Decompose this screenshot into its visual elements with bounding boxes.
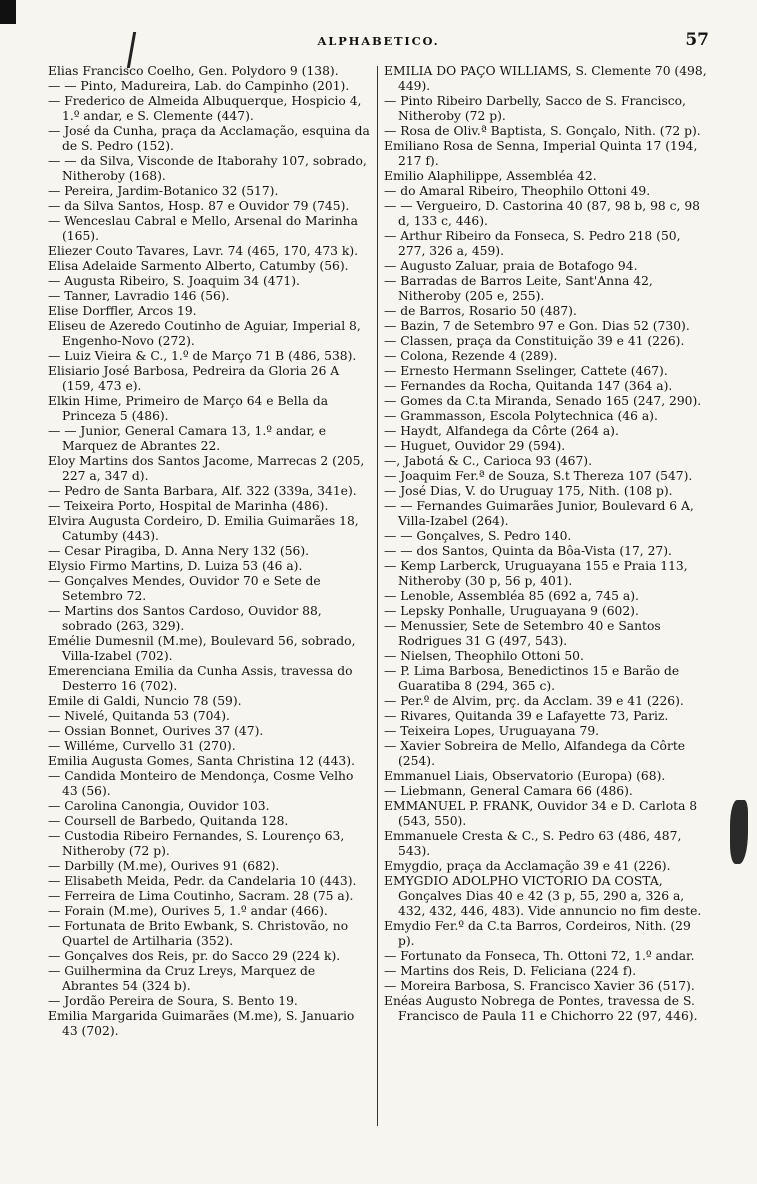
directory-entry: — Willéme, Curvello 31 (270). <box>48 739 236 753</box>
directory-entry: — Arthur Ribeiro da Fonseca, S. Pedro 218 (50, 277, 326 a, 459). <box>384 229 681 258</box>
directory-entry: Elias Francisco Coelho, Gen. Polydoro 9 (138). <box>48 64 339 78</box>
directory-entry: — Gonçalves dos Reis, pr. do Sacco 29 (224 k). <box>48 949 341 963</box>
directory-entry: Emmanuele Cresta & C., S. Pedro 63 (486, 487, 543). <box>384 829 682 858</box>
directory-entry: Emile di Galdi, Nuncio 78 (59). <box>48 694 242 708</box>
directory-entry: — Xavier Sobreira de Mello, Alfandega da Côrte (254). <box>384 739 686 768</box>
directory-entry: — Teixeira Porto, Hospital de Marinha (486). <box>48 499 329 513</box>
directory-entry: — Custodia Ribeiro Fernandes, S. Lourenço 63, Nitheroby (72 p). <box>48 829 345 858</box>
directory-entry: — Carolina Canongia, Ouvidor 103. <box>48 799 270 813</box>
directory-entry: — — Gonçalves, S. Pedro 140. <box>384 529 572 543</box>
directory-entry: — Barradas de Barros Leite, Sant'Anna 42, Nitheroby (205 e, 255). <box>384 274 653 303</box>
directory-entry: — Elisabeth Meida, Pedr. da Candelaria 10 (443). <box>48 874 357 888</box>
paper-stain <box>730 800 748 864</box>
directory-entry: EMILIA DO PAÇO WILLIAMS, S. Clemente 70 (498, 449). <box>384 64 707 93</box>
directory-entry: Emilia Augusta Gomes, Santa Christina 12 (443). <box>48 754 355 768</box>
directory-entry: Emilio Alaphilippe, Assembléa 42. <box>384 169 597 183</box>
directory-entry: — Darbilly (M.me), Ourives 91 (682). <box>48 859 280 873</box>
directory-entry: — Augusta Ribeiro, S. Joaquim 34 (471). <box>48 274 300 288</box>
directory-entry: — Joaquim Fer.ª de Souza, S.t Thereza 107 (547). <box>384 469 693 483</box>
directory-entry: — Kemp Larberck, Uruguayana 155 e Praia 113, Nitheroby (30 p, 56 p, 401). <box>384 559 688 588</box>
directory-entry: — Gonçalves Mendes, Ouvidor 70 e Sete de Setembro 72. <box>48 574 321 603</box>
directory-entry: Enéas Augusto Nobrega de Pontes, travessa de S. Francisco de Paula 11 e Chichorro 22 (97, 446). <box>384 994 698 1023</box>
directory-entry: — Candida Monteiro de Mendonça, Cosme Velho 43 (56). <box>48 769 354 798</box>
directory-entry: Emélie Dumesnil (M.me), Boulevard 56, sobrado, Villa-Izabel (702). <box>48 634 356 663</box>
directory-entry: — José da Cunha, praça da Acclamação, esquina da de S. Pedro (152). <box>48 124 370 153</box>
directory-entry: — — dos Santos, Quinta da Bôa-Vista (17, 27). <box>384 544 672 558</box>
directory-entry: EMMANUEL P. FRANK, Ouvidor 34 e D. Carlota 8 (543, 550). <box>384 799 698 828</box>
column-divider <box>377 66 378 1126</box>
directory-entry: — P. Lima Barbosa, Benedictinos 15 e Barão de Guaratiba 8 (294, 365 c). <box>384 664 680 693</box>
directory-entry: — Ferreira de Lima Coutinho, Sacram. 28 (75 a). <box>48 889 354 903</box>
directory-entry: — Lenoble, Assembléa 85 (692 a, 745 a). <box>384 589 639 603</box>
directory-entry: — Moreira Barbosa, S. Francisco Xavier 36 (517). <box>384 979 695 993</box>
directory-entry: — Frederico de Almeida Albuquerque, Hospicio 4, 1.º andar, e S. Clemente (447). <box>48 94 362 123</box>
directory-entry: Eloy Martins dos Santos Jacome, Marrecas 2 (205, 227 a, 347 d). <box>48 454 365 483</box>
directory-entry: — Gomes da C.ta Miranda, Senado 165 (247, 290). <box>384 394 702 408</box>
directory-entry: — Ernesto Hermann Sselinger, Cattete (467). <box>384 364 668 378</box>
directory-entry: — Rosa de Oliv.ª Baptista, S. Gonçalo, Nith. (72 p). <box>384 124 701 138</box>
directory-entry: — Rivares, Quitanda 39 e Lafayette 73, Pariz. <box>384 709 669 723</box>
directory-entry: — Tanner, Lavradio 146 (56). <box>48 289 230 303</box>
directory-entry: — — Junior, General Camara 13, 1.º andar, e Marquez de Abrantes 22. <box>48 424 327 453</box>
directory-entry: — Lepsky Ponhalle, Uruguayana 9 (602). <box>384 604 639 618</box>
directory-entry: Elkin Hime, Primeiro de Março 64 e Bella da Princeza 5 (486). <box>48 394 329 423</box>
directory-entry: — Colona, Rezende 4 (289). <box>384 349 558 363</box>
page-header <box>0 30 757 54</box>
directory-entry: Emygdio, praça da Acclamação 39 e 41 (226). <box>384 859 671 873</box>
directory-entry: Eliezer Couto Tavares, Lavr. 74 (465, 170, 473 k). <box>48 244 359 258</box>
directory-entry: — José Dias, V. do Uruguay 175, Nith. (108 p). <box>384 484 673 498</box>
directory-entry: — — Vergueiro, D. Castorina 40 (87, 98 b, 98 c, 98 d, 133 c, 446). <box>384 199 700 228</box>
directory-entry: Emerenciana Emilia da Cunha Assis, travessa do Desterro 16 (702). <box>48 664 353 693</box>
directory-entry: — Pedro de Santa Barbara, Alf. 322 (339a, 341e). <box>48 484 357 498</box>
directory-entry: — — da Silva, Visconde de Itaborahy 107, sobrado, Nitheroby (168). <box>48 154 367 183</box>
right-column <box>384 64 708 1024</box>
directory-entry: — Classen, praça da Constituição 39 e 41 (226). <box>384 334 685 348</box>
directory-entry: — Haydt, Alfandega da Côrte (264 a). <box>384 424 619 438</box>
directory-entry: — Fernandes da Rocha, Quitanda 147 (364 a). <box>384 379 673 393</box>
directory-entry: — de Barros, Rosario 50 (487). <box>384 304 577 318</box>
directory-entry: — da Silva Santos, Hosp. 87 e Ouvidor 79 (745). <box>48 199 350 213</box>
directory-entry: — Huguet, Ouvidor 29 (594). <box>384 439 566 453</box>
left-column <box>48 64 372 1039</box>
directory-entry: — Forain (M.me), Ourives 5, 1.º andar (466). <box>48 904 328 918</box>
directory-entry: EMYGDIO ADOLPHO VICTORIO DA COSTA, Gonçalves Dias 40 e 42 (3 p, 55, 290 a, 326 a, 432, 432, 446, 483). Vide annuncio no fim deste. <box>384 874 702 918</box>
directory-entry: Emmanuel Liais, Observatorio (Europa) (68). <box>384 769 666 783</box>
directory-entry: — do Amaral Ribeiro, Theophilo Ottoni 49. <box>384 184 651 198</box>
directory-entry: Elise Dorffler, Arcos 19. <box>48 304 197 318</box>
registration-mark <box>0 0 16 24</box>
directory-entry: Emiliano Rosa de Senna, Imperial Quinta 17 (194, 217 f). <box>384 139 698 168</box>
directory-entry: —, Jabotá & C., Carioca 93 (467). <box>384 454 592 468</box>
directory-entry: — — Fernandes Guimarães Junior, Boulevard 6 A, Villa-Izabel (264). <box>384 499 694 528</box>
directory-entry: — Nivelé, Quitanda 53 (704). <box>48 709 230 723</box>
directory-entry: Elisiario José Barbosa, Pedreira da Gloria 26 A (159, 473 e). <box>48 364 340 393</box>
directory-entry: — — Pinto, Madureira, Lab. do Campinho (201). <box>48 79 350 93</box>
directory-entry: — Augusto Zaluar, praia de Botafogo 94. <box>384 259 638 273</box>
directory-entry: — Liebmann, General Camara 66 (486). <box>384 784 633 798</box>
directory-entry: Eliseu de Azeredo Coutinho de Aguiar, Imperial 8, Engenho-Novo (272). <box>48 319 361 348</box>
directory-entry: — Grammasson, Escola Polytechnica (46 a). <box>384 409 658 423</box>
directory-entry: Elysio Firmo Martins, D. Luiza 53 (46 a). <box>48 559 303 573</box>
directory-entry: Emilia Margarida Guimarães (M.me), S. Januario 43 (702). <box>48 1009 355 1038</box>
directory-entry: — Fortunato da Fonseca, Th. Ottoni 72, 1.º andar. <box>384 949 695 963</box>
directory-entry: Elisa Adelaide Sarmento Alberto, Catumby (56). <box>48 259 349 273</box>
directory-entry: Emydio Fer.º da C.ta Barros, Cordeiros, Nith. (29 p). <box>384 919 691 948</box>
directory-entry: — Luiz Vieira & C., 1.º de Março 71 B (486, 538). <box>48 349 357 363</box>
directory-entry: — Nielsen, Theophilo Ottoni 50. <box>384 649 584 663</box>
directory-entry: — Per.º de Alvim, prç. da Acclam. 39 e 41 (226). <box>384 694 684 708</box>
page-number: 57 <box>685 30 709 50</box>
directory-entry: — Coursell de Barbedo, Quitanda 128. <box>48 814 289 828</box>
directory-entry: — Guilhermina da Cruz Lreys, Marquez de Abrantes 54 (324 b). <box>48 964 316 993</box>
directory-entry: — Pereira, Jardim-Botanico 32 (517). <box>48 184 279 198</box>
directory-entry: — Martins dos Reis, D. Feliciana (224 f). <box>384 964 637 978</box>
directory-entry: — Martins dos Santos Cardoso, Ouvidor 88, sobrado (263, 329). <box>48 604 322 633</box>
page-title: ALPHABETICO. <box>317 34 440 48</box>
directory-entry: — Fortunata de Brito Ewbank, S. Christovão, no Quartel de Artilharia (352). <box>48 919 349 948</box>
directory-entry: — Pinto Ribeiro Darbelly, Sacco de S. Francisco, Nitheroby (72 p). <box>384 94 686 123</box>
directory-entry: — Ossian Bonnet, Ourives 37 (47). <box>48 724 264 738</box>
directory-entry: — Cesar Piragiba, D. Anna Nery 132 (56). <box>48 544 310 558</box>
directory-entry: — Teixeira Lopes, Uruguayana 79. <box>384 724 600 738</box>
directory-entry: — Wenceslau Cabral e Mello, Arsenal do Marinha (165). <box>48 214 358 243</box>
directory-entry: — Jordão Pereira de Soura, S. Bento 19. <box>48 994 298 1008</box>
directory-entry: — Menussier, Sete de Setembro 40 e Santos Rodrigues 31 G (497, 543). <box>384 619 661 648</box>
directory-entry: — Bazin, 7 de Setembro 97 e Gon. Dias 52 (730). <box>384 319 690 333</box>
directory-entry: Elvira Augusta Cordeiro, D. Emilia Guimarães 18, Catumby (443). <box>48 514 359 543</box>
